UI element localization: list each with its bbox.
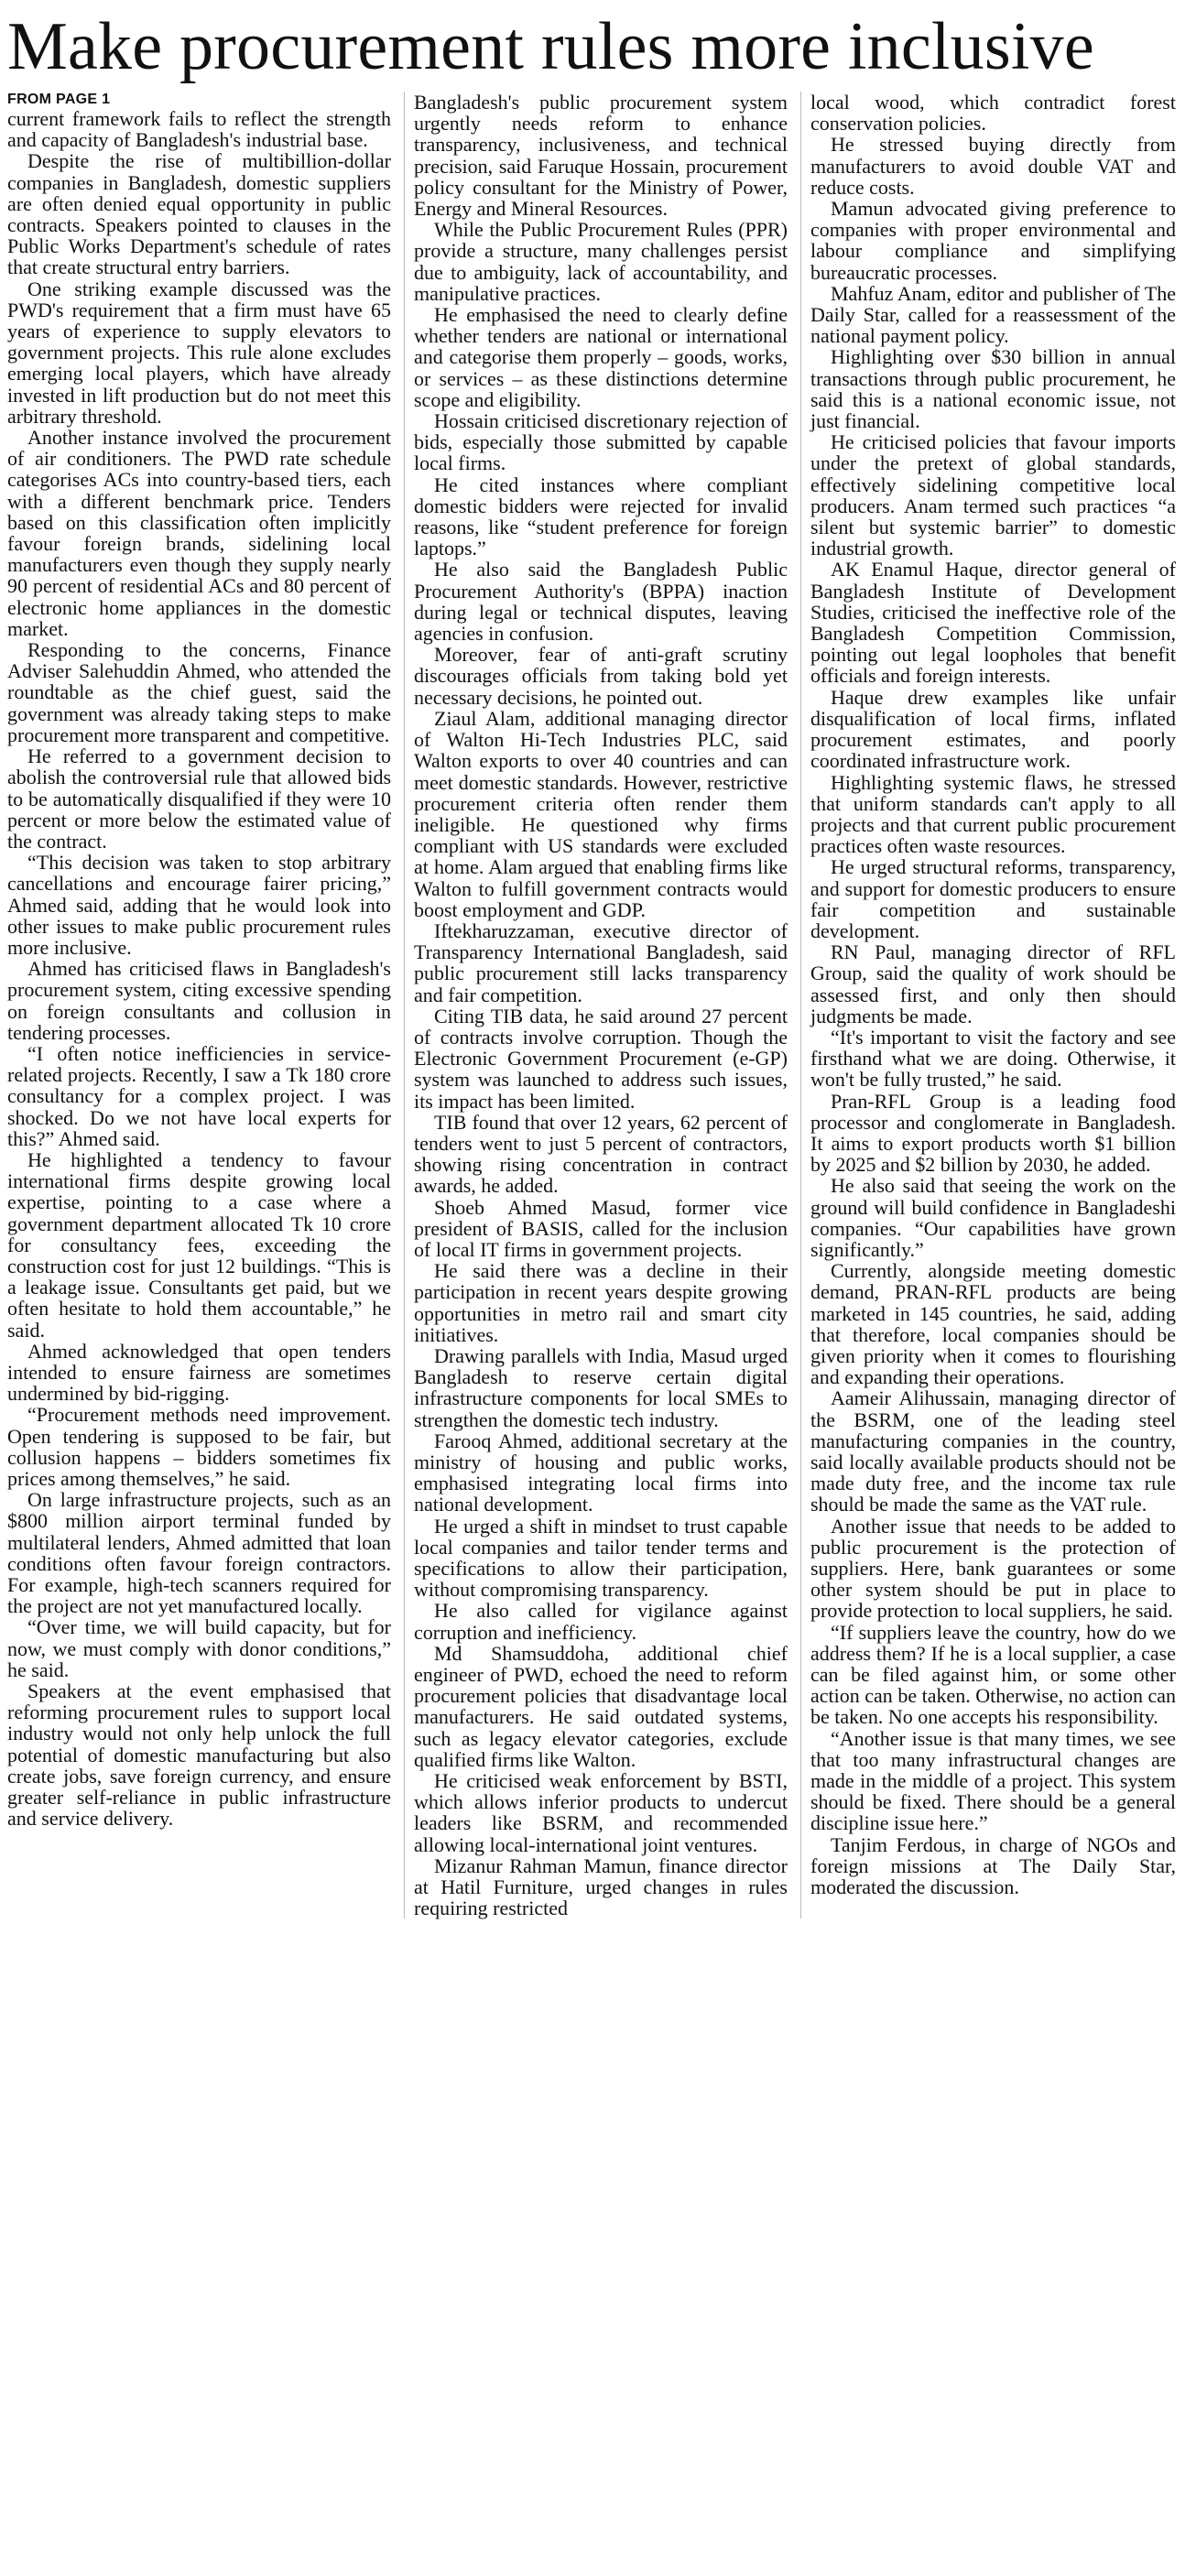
column-2	[404, 92, 800, 1918]
article-paragraph: Farooq Ahmed, additional secretary at the ministry of housing and public works, emphasised integrating local firms into national development.	[414, 1429, 788, 1516]
article-paragraph: Tanjim Ferdous, in charge of NGOs and foreign missions at The Daily Star, moderated the discussion.	[810, 1832, 1176, 1899]
article-paragraph: Aameir Alihussain, managing director of the BSRM, one of the leading steel manufacturing companies in the country, said locally available products should not be made duty free, and the income tax rule should be made the same as the VAT rule.	[810, 1386, 1176, 1516]
article-paragraph: Despite the rise of multibillion-dollar companies in Bangladesh, domestic suppliers are often denied equal opportunity in public contracts. Speakers pointed to clauses in the Public Works Department's schedule of rates that create structural entry barriers.	[7, 149, 391, 279]
column-3	[800, 92, 1189, 1918]
article-paragraph: He referred to a government decision to abolish the controversial rule that allowed bids to be automatically disqualified if they were 10 percent or more below the estimated value of the contract.	[7, 745, 391, 853]
article-paragraph: “This decision was taken to stop arbitrary cancellations and encourage fairer pricing,” Ahmed said, adding that he would look into other issues to make public procurement rules more inclusive.	[7, 851, 391, 959]
article-paragraph: “Over time, we will build capacity, but for now, we must comply with donor conditions,” he said.	[7, 1615, 391, 1681]
article-paragraph: “Procurement methods need improvement. Open tendering is supposed to be fair, but collusion happens – bidders sometimes fix prices among themselves,” he said.	[7, 1403, 391, 1490]
article-headline: Make procurement rules more inclusive	[7, 9, 1094, 84]
article-paragraph: He said there was a decline in their participation in recent years despite growing opportunities in metro rail and smart city initiatives.	[414, 1259, 788, 1346]
article-paragraph: Citing TIB data, he said around 27 percent of contracts involve corruption. Though the Electronic Government Procurement (e-GP) system was launched to address such issues, its impact has been limited.	[414, 1004, 788, 1113]
article-paragraph: Mamun advocated giving preference to companies with proper environmental and labour compliance and simplifying bureaucratic processes.	[810, 197, 1176, 284]
article-paragraph: Bangladesh's public procurement system urgently needs reform to enhance transparency, inclusiveness, and technical precision, said Faruque Hossain, procurement policy consultant for the Ministry of Power, Energy and Mineral Resources.	[414, 91, 788, 221]
article-paragraph: He criticised weak enforcement by BSTI, which allows inferior products to undercut leaders like BSRM, and recommended allowing local-international joint ventures.	[414, 1769, 788, 1856]
continued-from-label: FROM PAGE 1	[7, 92, 111, 107]
article-paragraph: He stressed buying directly from manufacturers to avoid double VAT and reduce costs.	[810, 133, 1176, 199]
article-paragraph: He also said the Bangladesh Public Procurement Authority's (BPPA) inaction during legal or technical disputes, leaving agencies in confusion.	[414, 558, 788, 646]
article-paragraph: He urged a shift in mindset to trust capable local companies and tailor tender terms and specifications to allow their participation, without compromising transparency.	[414, 1514, 788, 1602]
article-paragraph: Ahmed has criticised flaws in Bangladesh's procurement system, citing excessive spending on foreign consultants and collusion in tendering processes.	[7, 957, 391, 1044]
article-paragraph: local wood, which contradict forest conservation policies.	[810, 91, 1176, 136]
article-paragraph: current framework fails to reflect the strength and capacity of Bangladesh's industrial base.	[7, 107, 391, 152]
article-paragraph: Mizanur Rahman Mamun, finance director at Hatil Furniture, urged changes in rules requiring restricted	[414, 1853, 788, 1920]
article-paragraph: He also said that seeing the work on the ground will build confidence in Bangladeshi companies. “Our capabilities have grown significantly.”	[810, 1174, 1176, 1261]
article-paragraph: He emphasised the need to clearly define whether tenders are national or international and categorise them properly – goods, works, or services – as these distinctions determine scope and eligibility.	[414, 303, 788, 411]
article-paragraph: He urged structural reforms, transparency, and support for domestic producers to ensure fair competition and sustainable development.	[810, 855, 1176, 942]
article-paragraph: Ahmed acknowledged that open tenders intended to ensure fairness are sometimes undermined by bid-rigging.	[7, 1339, 391, 1406]
article-paragraph: He also called for vigilance against corruption and inefficiency.	[414, 1599, 788, 1644]
article-paragraph: While the Public Procurement Rules (PPR) provide a structure, many challenges persist due to ambiguity, lack of accountability, and manipulative practices.	[414, 218, 788, 305]
article-paragraph: “If suppliers leave the country, how do we address them? If he is a local supplier, a case can be filed against him, or some other action can be taken. Otherwise, no action can be taken. No one accepts his responsibility.	[810, 1620, 1176, 1729]
article-body	[7, 92, 1191, 1918]
article-paragraph: RN Paul, managing director of RFL Group, said the quality of work should be assessed first, and only then should judgments be made.	[810, 940, 1176, 1027]
article-paragraph: Shoeb Ahmed Masud, former vice president of BASIS, called for the inclusion of local IT firms in government projects.	[414, 1195, 788, 1261]
article-paragraph: TIB found that over 12 years, 62 percent of tenders went to just 5 percent of contractors, showing rising concentration in contract awards, he added.	[414, 1110, 788, 1198]
article-paragraph: Moreover, fear of anti-graft scrutiny discourages officials from taking bold yet necessary decisions, he pointed out.	[414, 643, 788, 709]
article-paragraph: Hossain criticised discretionary rejection of bids, especially those submitted by capable local firms.	[414, 409, 788, 475]
article-paragraph: He cited instances where compliant domestic bidders were rejected for invalid reasons, like “student preference for foreign laptops.”	[414, 473, 788, 560]
article-paragraph: Highlighting systemic flaws, he stressed that uniform standards can't apply to all projects and that current public procurement practices often waste resources.	[810, 770, 1176, 858]
article-paragraph: Responding to the concerns, Finance Adviser Salehuddin Ahmed, who attended the roundtable as the chief guest, said the government was already taking steps to make procurement more transparent and competitive.	[7, 638, 391, 746]
article-paragraph: Highlighting over $30 billion in annual transactions through public procurement, he said this is a national economic issue, not just financial.	[810, 345, 1176, 433]
article-paragraph: Mahfuz Anam, editor and publisher of The Daily Star, called for a reassessment of the national payment policy.	[810, 281, 1176, 348]
article-paragraph: Drawing parallels with India, Masud urged Bangladesh to reserve certain digital infrastructure components for local SMEs to strengthen the domestic tech industry.	[414, 1343, 788, 1431]
article-paragraph: Md Shamsuddoha, additional chief engineer of PWD, echoed the need to reform procurement policies that disadvantage local manufacturers. He said outdated systems, such as legacy elevator categories, exclude qualified firms like Walton.	[414, 1641, 788, 1771]
article-paragraph: Ziaul Alam, additional managing director of Walton Hi-Tech Industries PLC, said Walton exports to over 40 countries and can meet domestic standards. However, restrictive procurement criteria often render them ineligible. He questioned why firms compliant with US standards were excluded at home. Alam argued that enabling firms like Walton to fulfill government contracts would boost employment and GDP.	[414, 706, 788, 921]
article-paragraph: Haque drew examples like unfair disqualification of local firms, inflated procurement estimates, and poorly coordinated infrastructure work.	[810, 685, 1176, 773]
article-paragraph: On large infrastructure projects, such as an $800 million airport terminal funded by multilateral lenders, Ahmed admitted that loan conditions often favour foreign contractors. For example, high-tech scanners required for the project are not yet manufactured locally.	[7, 1488, 391, 1618]
article-paragraph: Iftekharuzzaman, executive director of Transparency International Bangladesh, said public procurement still lacks transparency and fair competition.	[414, 918, 788, 1006]
article-paragraph: He criticised policies that favour imports under the pretext of global standards, effectively sidelining competitive local producers. Anam termed such practices “a silent but systemic barrier” to domestic industrial growth.	[810, 430, 1176, 560]
article-paragraph: He highlighted a tendency to favour international firms despite growing local expertise, pointing to a case where a government department allocated Tk 10 crore for consultancy fees, exceeding the construction cost for just 12 buildings. “This is a leakage issue. Consultants get paid, but we often hesitate to hold them accountable,” he said.	[7, 1147, 391, 1342]
article-paragraph: Pran-RFL Group is a leading food processor and conglomerate in Bangladesh. It aims to export products worth $1 billion by 2025 and $2 billion by 2030, he added.	[810, 1089, 1176, 1177]
article-paragraph: “I often notice inefficiencies in service-related projects. Recently, I saw a Tk 180 crore consultancy for a complex project. I was shocked. Do we not have local experts for this?” Ahmed said.	[7, 1041, 391, 1150]
article-paragraph: “It's important to visit the factory and see firsthand what we are doing. Otherwise, it won't be fully trusted,” he said.	[810, 1025, 1176, 1092]
column-1	[7, 92, 404, 1918]
article-paragraph: One striking example discussed was the PWD's requirement that a firm must have 65 years of experience to supply elevators to government projects. This rule alone excludes emerging local players, which have already invested in lift production but do not meet this arbitrary threshold.	[7, 277, 391, 428]
article-paragraph: Another issue that needs to be added to public procurement is the protection of suppliers. Here, bank guarantees or some other system should be put in place to provide protection to local suppliers, he said.	[810, 1514, 1176, 1623]
article-paragraph: Currently, alongside meeting domestic demand, PRAN-RFL products are being marketed in 145 countries, he said, adding that therefore, local companies should be given priority when it comes to flourishing and expanding their operations.	[810, 1259, 1176, 1389]
article-paragraph: Another instance involved the procurement of air conditioners. The PWD rate schedule categorises ACs into country-based tiers, each with a different benchmark price. Tenders based on this classification often implicitly favour foreign brands, sidelining local manufacturers even though they supply nearly 90 percent of residential ACs and 80 percent of electronic home appliances in the domestic market.	[7, 426, 391, 640]
article-paragraph: “Another issue is that many times, we see that too many infrastructural changes are made in the middle of a project. This system should be fixed. There should be a general discipline issue here.”	[810, 1726, 1176, 1835]
article-paragraph: Speakers at the event emphasised that reforming procurement rules to support local industry would not only help unlock the full potential of domestic manufacturing but also create jobs, save foreign currency, and ensure greater self-reliance in public infrastructure and service delivery.	[7, 1679, 391, 1831]
article-paragraph: AK Enamul Haque, director general of Bangladesh Institute of Development Studies, criticised the ineffective role of the Bangladesh Competition Commission, pointing out legal loopholes that benefit officials and foreign interests.	[810, 558, 1176, 688]
